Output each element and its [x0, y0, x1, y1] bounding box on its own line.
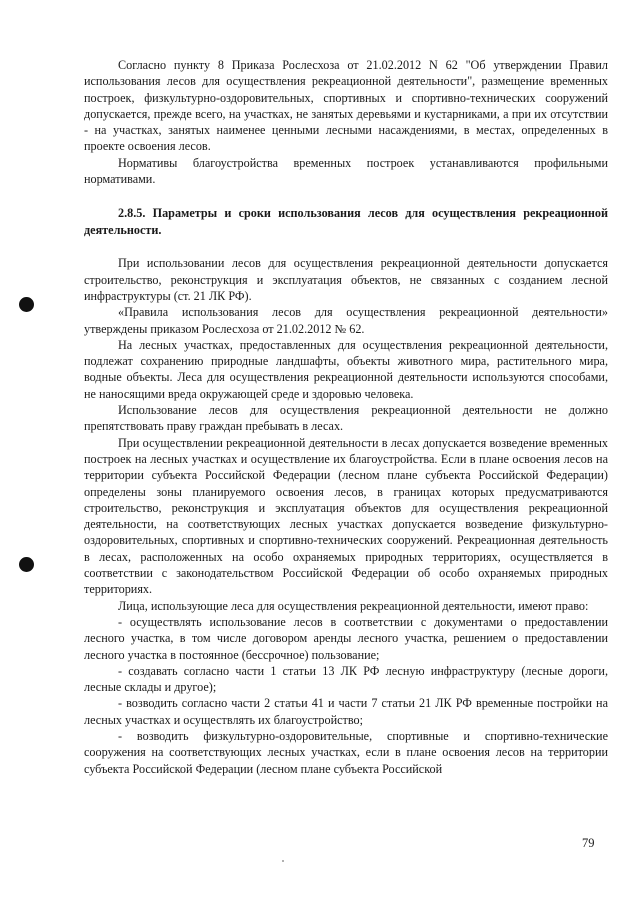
paragraph: При использовании лесов для осуществления рекреационной деятельности допускается строительство, реконструкция и эксплуатация объектов, не связанных с созданием лесной инфраструктуры (ст. 21 ЛК РФ).	[84, 256, 608, 303]
list-item: - возводить согласно части 2 статьи 41 и части 7 статьи 21 ЛК РФ временные постройки на лесных участках и осуществлять их благоустройство;	[84, 696, 608, 727]
paragraph: «Правила использования лесов для осуществления рекреационной деятельности» утверждены приказом Рослесхоза от 21.02.2012 № 62.	[84, 305, 608, 336]
paragraph: На лесных участках, предоставленных для осуществления рекреационной деятельности, подлежат сохранению природные ландшафты, объекты животного мира, растительного мира, водные объекты. Леса для осуществления рекреационной деятельности используются способами, не наносящими вреда окружающей среде и здоровью человека.	[84, 337, 608, 401]
punch-hole	[19, 297, 34, 312]
list-item: - создавать согласно части 1 статьи 13 ЛК РФ лесную инфраструктуру (лесные дороги, лесные склады и другое);	[84, 663, 608, 695]
page-number: 79	[582, 836, 595, 850]
section-heading: 2.8.5. Параметры и сроки использования лесов для осуществления рекреационной деятельности.	[84, 206, 608, 238]
scan-speck	[282, 860, 284, 862]
document-page	[84, 57, 608, 777]
paragraph: При осуществлении рекреационной деятельности в лесах допускается возведение временных построек на лесных участках и осуществление их благоустройства. Если в плане освоения лесов на территории субъекта Российской Федерации (лесном плане субъекта Российской Федерации) определены зоны планируемого освоения лесов, в границах которых предусматриваются строительство, реконструкция и эксплуатация объектов для осуществления рекреационной деятельности, на соответствующих лесных участках допускается возведение физкультурно-оздоровительных, спортивных и спортивно-технических сооружений. Рекреационная деятельность в лесах, расположенных на особо охраняемых природных территориях, осуществляется в соответствии с законодательством Российской Федерации об особо охраняемых природных территориях.	[84, 435, 608, 597]
punch-hole	[19, 557, 34, 572]
paragraph: Нормативы благоустройства временных построек устанавливаются профильными нормативами.	[84, 155, 608, 187]
list-item: - возводить физкультурно-оздоровительные, спортивные и спортивно-технические сооружения на соответствующих лесных участках, если в плане освоения лесов на территории субъекта Российской Федерации (лесном плане субъекта Российской	[84, 728, 608, 776]
paragraph: Лица, использующие леса для осуществления рекреационной деятельности, имеют право:	[118, 598, 589, 613]
paragraph: Согласно пункту 8 Приказа Рослесхоза от 21.02.2012 N 62 "Об утверждении Правил использования лесов для осуществления рекреационной деятельности", размещение временных построек, физкультурно-оздоровительных, спортивных и спортивно-технических сооружений допускается, прежде всего, на участках, не занятых деревьями и кустарниками, а при их отсутствии - на участках, занятых наименее ценными лесными насаждениями, в местах, определенных в проекте освоения лесов.	[84, 58, 608, 154]
list-item: - осуществлять использование лесов в соответствии с документами о предоставлении лесного участка, в том числе договором аренды лесного участка, решением о предоставлении лесного участка в постоянное (бессрочное) пользование;	[84, 614, 608, 662]
paragraph: Использование лесов для осуществления рекреационной деятельности не должно препятствовать праву граждан пребывать в лесах.	[84, 403, 608, 434]
